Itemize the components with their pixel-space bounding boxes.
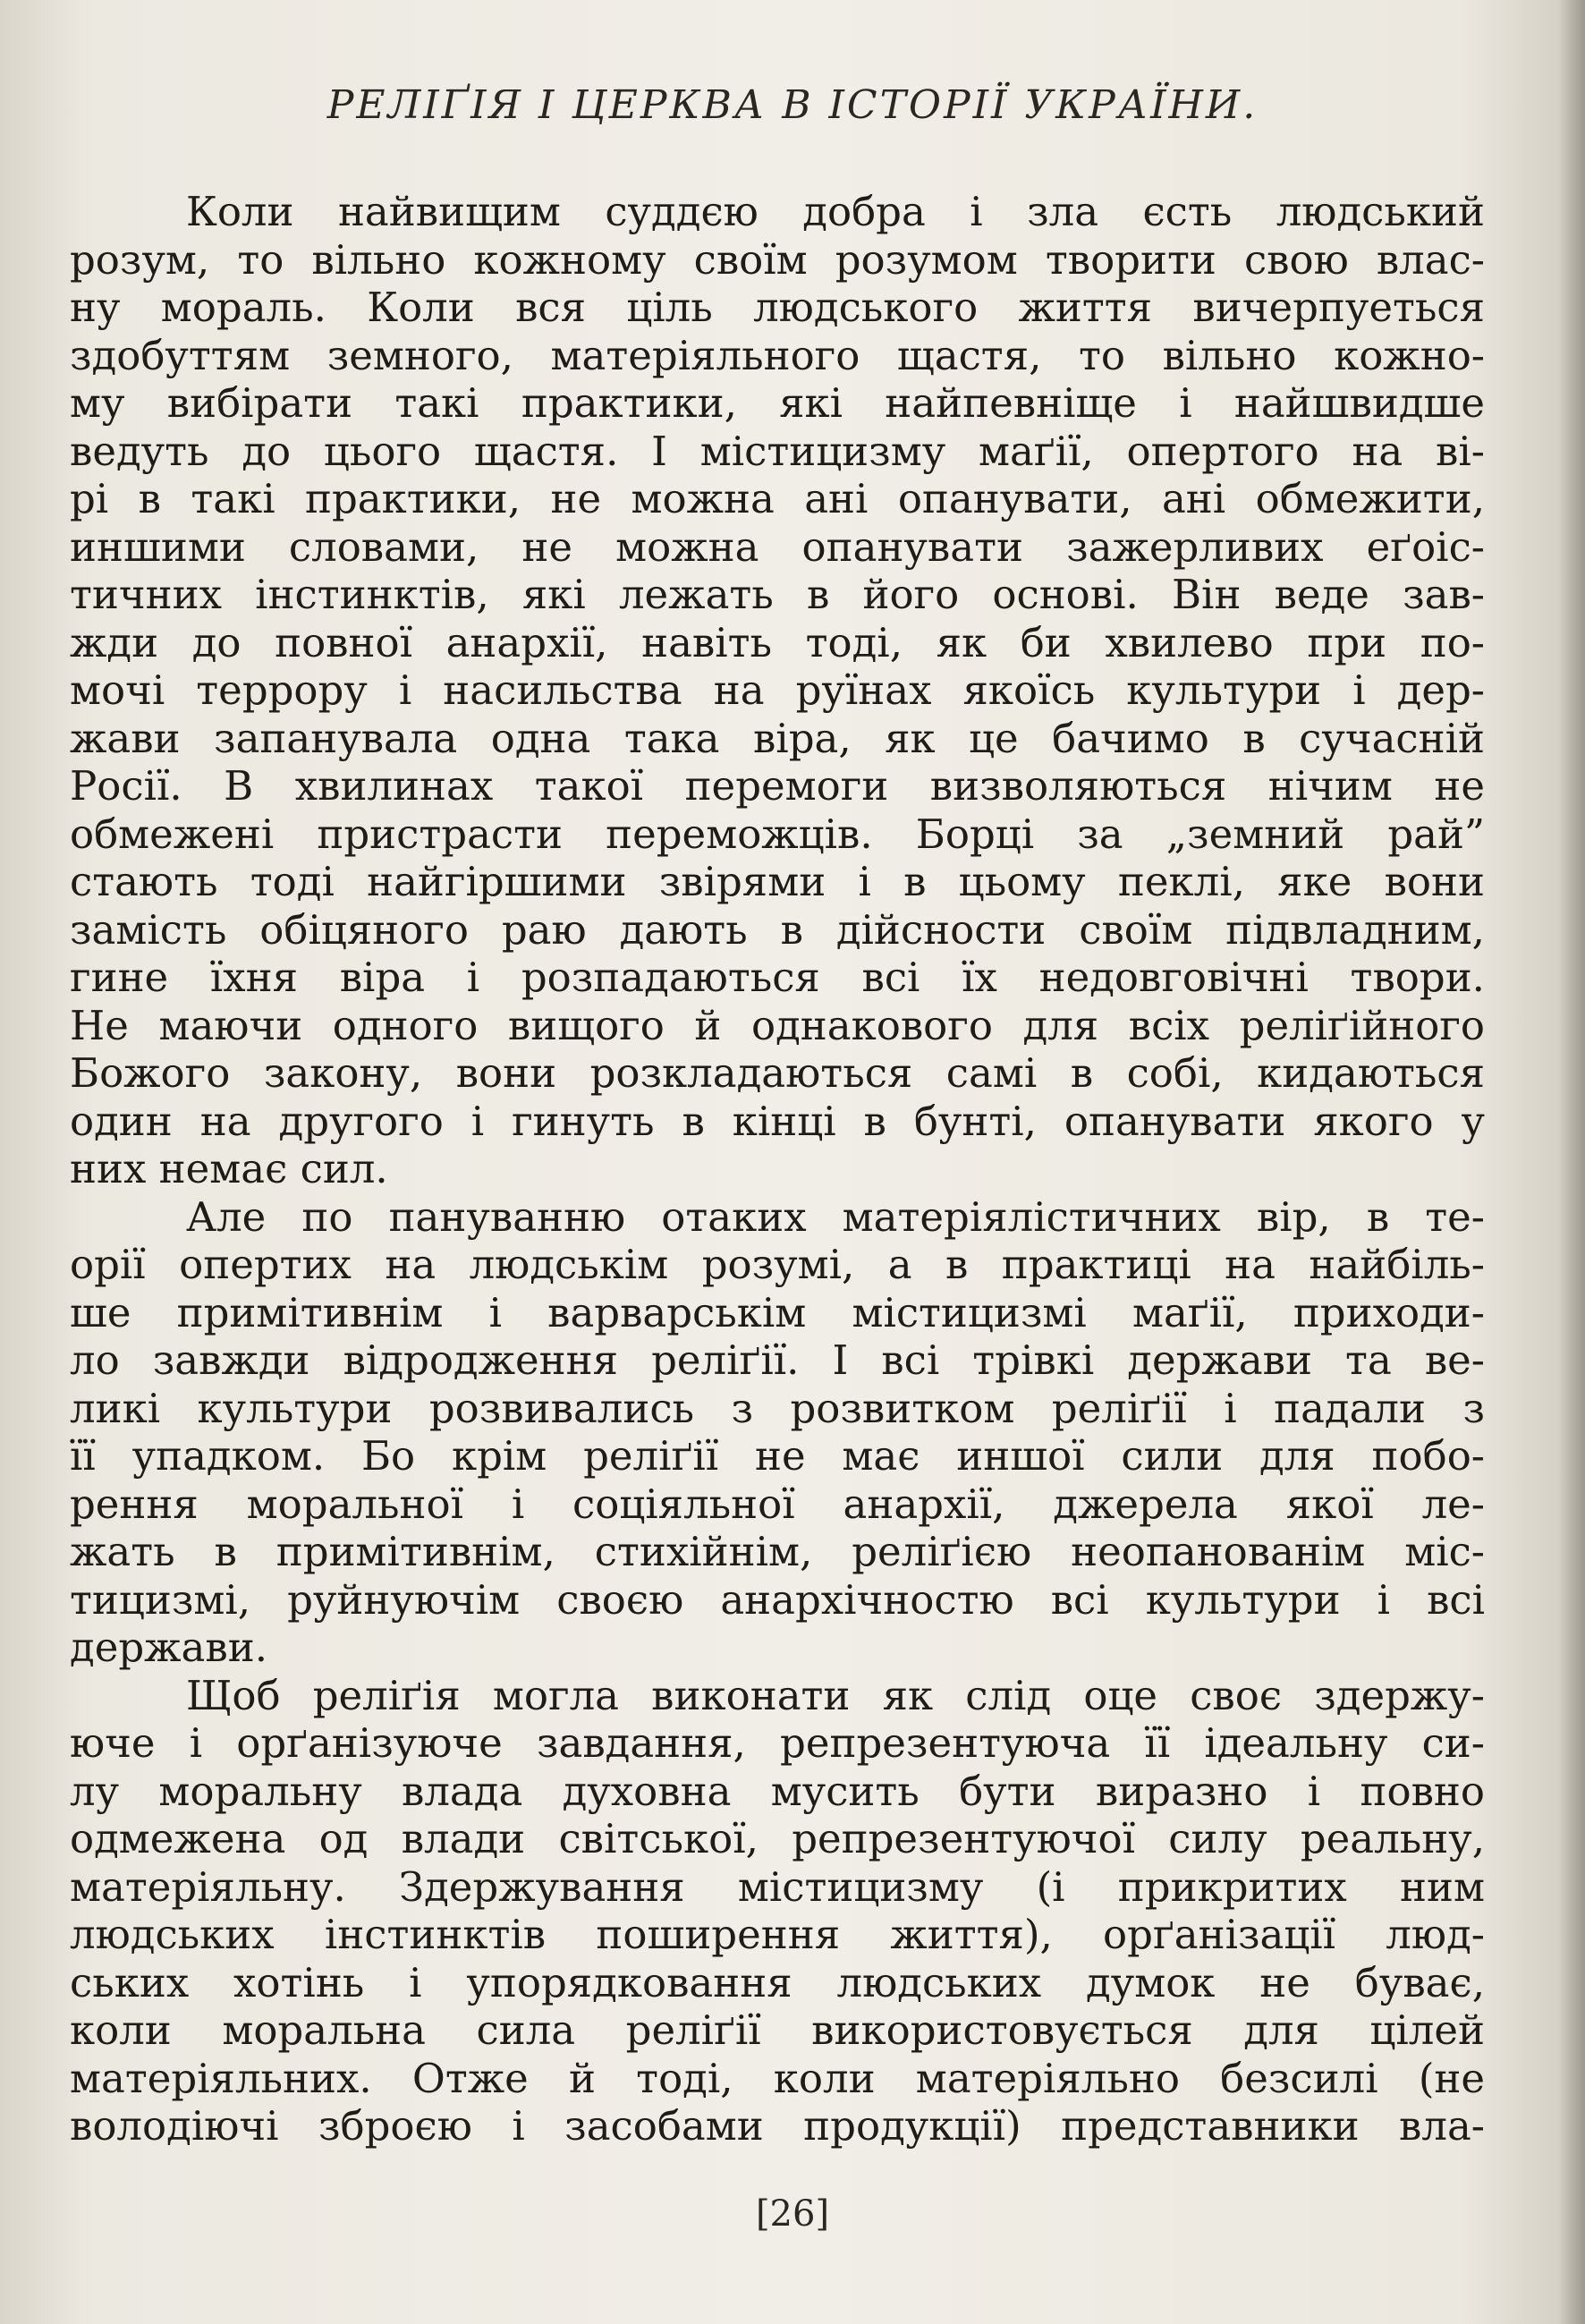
text-line: держави. — [70, 1624, 268, 1671]
text-line: Божого закону, вони розкладаються самі в собі, кидаються — [70, 1049, 1485, 1097]
text-line: матеріяльних. Отже й тоді, коли матеріяльно безсилі (не — [70, 2054, 1485, 2102]
text-line: володіючі зброєю і засобами продукції) представники вла- — [70, 2102, 1485, 2150]
text-line: жави запанувала одна така віра, як це бачимо в сучасній — [70, 714, 1485, 762]
page-number: [26] — [755, 2193, 830, 2235]
text-line: її упадком. Бо крім реліґії не має иншої сили для побо- — [70, 1432, 1485, 1480]
text-line: людських інстинктів поширення життя), орґанізації люд- — [70, 1911, 1485, 1958]
text-line: тичних інстинктів, які лежать в його основі. Він веде зав- — [70, 571, 1485, 618]
text-line: ських хотінь і упорядковання людських думок не буває, — [70, 1958, 1485, 2006]
text-line: матеріяльну. Здержування містицизму (і прикритих ним — [70, 1862, 1485, 1911]
text-line: здобуттям земного, матеріяльного щастя, то вільно кожно- — [70, 331, 1485, 379]
text-line: коли моральна сила реліґії використовується для цілей — [70, 2006, 1485, 2054]
text-line: ло завжди відродження реліґії. І всі трівкі держави та ве- — [70, 1336, 1485, 1384]
text-line: Росії. В хвилинах такої перемоги визволяються нічим не — [70, 762, 1485, 810]
text-line: гине їхня віра і розпадаються всі їх недовговічні твори. — [70, 954, 1485, 1001]
text-line: орії опертих на людськім розумі, а в практиці на найбіль- — [70, 1241, 1485, 1288]
text-line: лу моральну влада духовна мусить бути виразно і повно — [70, 1767, 1485, 1815]
text-line: тицизмі, руйнуючім своєю анархічностю всі культури і всі — [70, 1575, 1485, 1624]
text-line: жать в примітивнім, стихійнім, реліґією неопанованім міс- — [70, 1528, 1485, 1575]
text-line: ликі культури розвивались з розвитком реліґії і падали з — [70, 1384, 1485, 1432]
text-line: одмежена од влади світської, репрезентуючої силу реальну, — [70, 1815, 1485, 1862]
text-line: стають тоді найгіршими звірями і в цьому пеклі, яке вони — [70, 858, 1485, 905]
text-line: мочі террору і насильства на руїнах якоїсь культури і дер- — [70, 666, 1485, 714]
text-line: замість обіцяного раю дають в дійсности своїм підвладним, — [70, 905, 1485, 954]
text-line: ведуть до цього щастя. І містицизму маґії, опертого на ві- — [70, 427, 1485, 475]
text-line: рі в такі практики, не можна ані опанувати, ані обмежити, — [70, 475, 1485, 522]
text-line: му вибірати такі практики, які найпевніще і найшвидше — [70, 379, 1485, 427]
text-line: жди до повної анархії, навіть тоді, як би хвилево при по- — [70, 618, 1485, 666]
text-line: Не маючи одного вищого й однакового для всіх реліґійного — [70, 1001, 1485, 1049]
text-line: ну мораль. Коли вся ціль людського життя вичерпуеться — [70, 284, 1485, 331]
text-line: юче і орґанізуюче завдання, репрезентуюча її ідеальну си- — [70, 1719, 1485, 1767]
text-line: один на другого і гинуть в кінці в бунті, опанувати якого у — [70, 1097, 1485, 1145]
text-line: Коли найвищим суддєю добра і зла єсть людський — [186, 188, 1485, 235]
text-line: розум, то вільно кожному своїм розумом творити свою влас- — [70, 235, 1485, 284]
running-head: РЕЛІҐІЯ І ЦЕРКВА В ІСТОРІЇ УКРАЇНИ. — [326, 82, 1259, 128]
text-line: Щоб реліґія могла виконати як слід оце своє здержу- — [186, 1671, 1485, 1719]
text-line: иншими словами, не можна опанувати зажерливих еґоіс- — [70, 522, 1485, 571]
body-text — [70, 188, 1485, 2150]
text-line: ше примітивнім і варварськім містицизмі маґії, приходи- — [70, 1288, 1485, 1336]
page-edge-shadow — [1558, 0, 1585, 2324]
text-line: обмежені пристрасти переможців. Борці за „земний рай” — [70, 810, 1485, 858]
text-line: рення моральної і соціяльної анархії, джерела якої ле- — [70, 1480, 1485, 1528]
text-line: Але по пануванню отаких матеріялістичних вір, в те- — [186, 1192, 1485, 1241]
text-line: них немає сил. — [70, 1145, 388, 1192]
